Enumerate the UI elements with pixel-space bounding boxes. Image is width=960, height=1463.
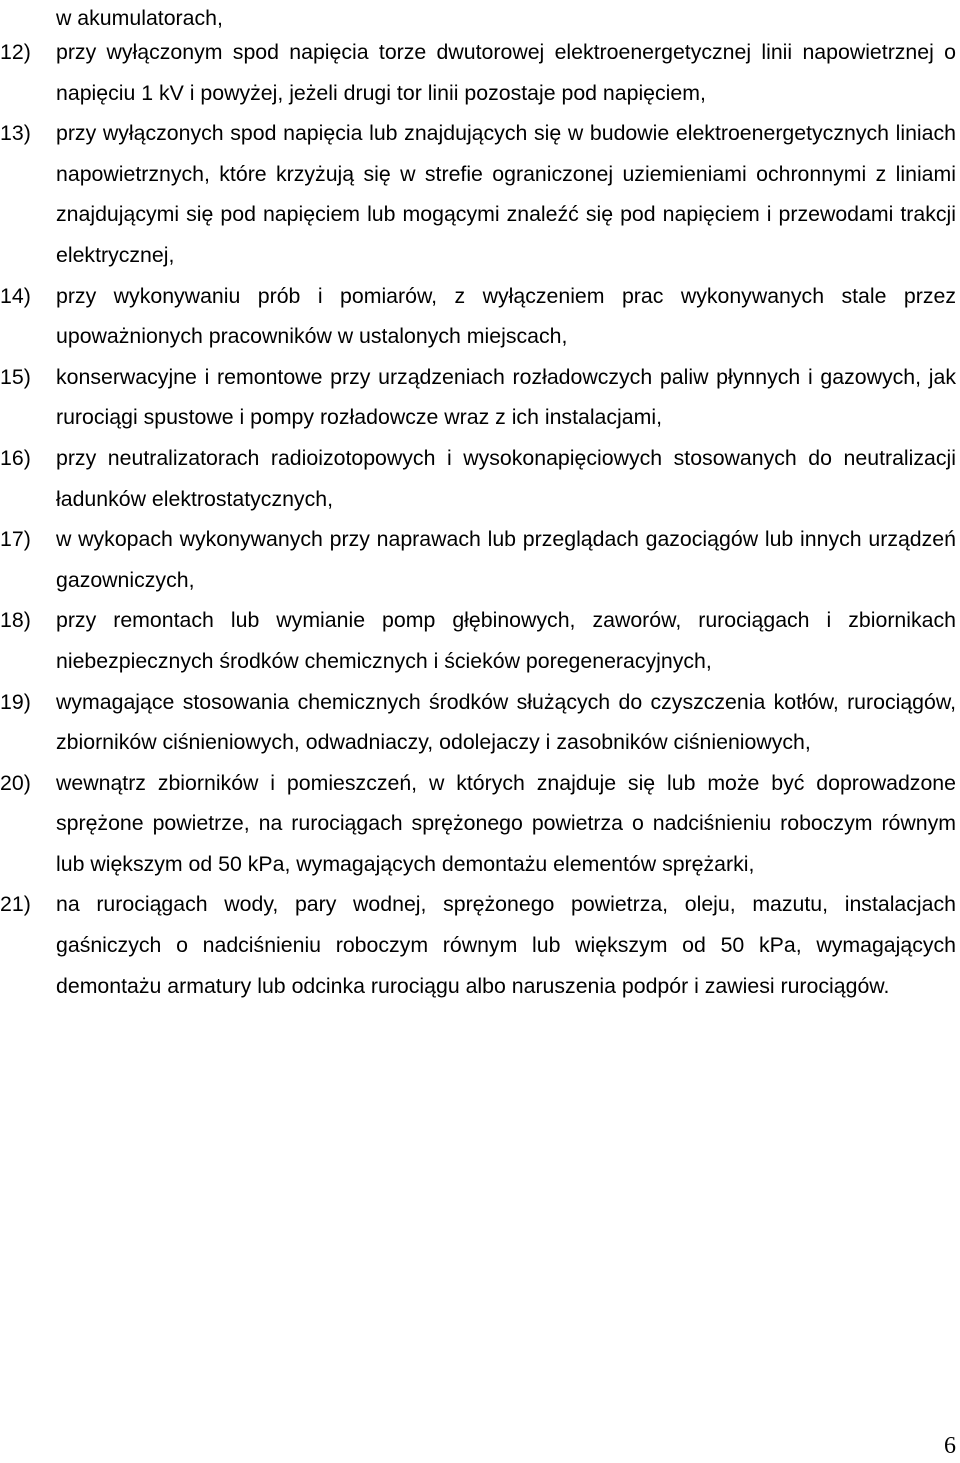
list-item-21 [0, 884, 956, 1006]
list-item-number: 13) [0, 121, 31, 146]
list-item-text: przy wyłączonych spod napięcia lub znajdujących się w budowie elektroenergetycznych liniach napowietrznych, które krzyżują się w strefie ograniczonej uziemieniami ochronnymi z liniami znajdującymi się pod napięciem lub mogącymi znaleźć się pod napięciem i przewodami trakcji elektrycznej, [56, 121, 956, 267]
list-item-text: wewnątrz zbiorników i pomieszczeń, w których znajduje się lub może być doprowadzone sprężone powietrze, na rurociągach sprężonego powietrza o nadciśnieniu roboczym równym lub większym od 50 kPa, wymagających demontażu elementów sprężarki, [56, 770, 956, 876]
list-item-number: 14) [0, 283, 31, 308]
list-item-18 [0, 600, 956, 681]
list-item-number: 15) [0, 364, 31, 389]
list-item-17 [0, 519, 956, 600]
list-item-number: 12) [0, 40, 31, 64]
page-number: 6 [944, 1433, 956, 1459]
list-item-12 [0, 32, 956, 113]
list-item-number: 17) [0, 527, 31, 552]
list-item-13 [0, 113, 956, 275]
list-item-20 [0, 763, 956, 885]
list-item-14 [0, 276, 956, 357]
lead-text: w akumulatorach, [56, 6, 223, 30]
numbered-list [0, 32, 956, 1006]
list-item-16 [0, 438, 956, 519]
list-item-text: przy wyłączonym spod napięcia torze dwutorowej elektroenergetycznej linii napowietrznej o napięciu 1 kV i powyżej, jeżeli drugi tor linii pozostaje pod napięciem, [56, 40, 956, 105]
list-item-number: 16) [0, 445, 31, 470]
list-item-number: 18) [0, 608, 31, 633]
list-item-19 [0, 682, 956, 763]
list-item-text: na rurociągach wody, pary wodnej, sprężonego powietrza, oleju, mazutu, instalacjach gaśniczych o nadciśnieniu roboczym równym lub większym od 50 kPa, wymagających demontażu armatury lub odcinka rurociągu albo naruszenia podpór i zawiesi rurociągów. [56, 892, 956, 998]
list-item-text: wymagające stosowania chemicznych środków służących do czyszczenia kotłów, rurociągów, zbiorników ciśnieniowych, odwadniaczy, odolejaczy i zasobników ciśnieniowych, [56, 689, 956, 755]
list-item-text: w wykopach wykonywanych przy naprawach lub przeglądach gazociągów lub innych urządzeń gazowniczych, [56, 527, 956, 592]
list-item-number: 21) [0, 892, 31, 917]
list-item-text: konserwacyjne i remontowe przy urządzeniach rozładowczych paliw płynnych i gazowych, jak rurociągi spustowe i pompy rozładowcze wraz z ich instalacjami, [56, 364, 956, 430]
list-item-text: przy neutralizatorach radioizotopowych i wysokonapięciowych stosowanych do neutralizacji ładunków elektrostatycznych, [56, 445, 956, 511]
list-item-15 [0, 357, 956, 438]
list-item-text: przy wykonywaniu prób i pomiarów, z wyłączeniem prac wykonywanych stale przez upoważnionych pracowników w ustalonych miejscach, [56, 283, 956, 349]
list-item-number: 20) [0, 770, 31, 795]
list-item-text: przy remontach lub wymianie pomp głębinowych, zaworów, rurociągach i zbiornikach niebezpiecznych środków chemicznych i ścieków poregeneracyjnych, [56, 608, 956, 673]
list-item-number: 19) [0, 689, 31, 714]
